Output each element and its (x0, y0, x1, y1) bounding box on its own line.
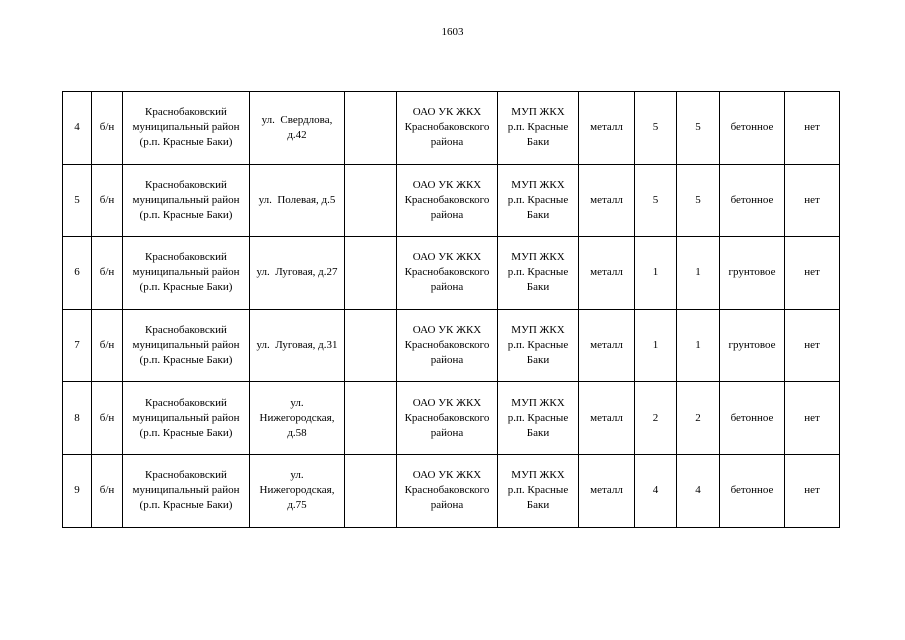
bn-cell: б/н (92, 237, 123, 310)
fence-cell: нет (785, 309, 840, 382)
empty-cell (345, 382, 397, 455)
service-organization-cell: МУП ЖКХ р.п. Красные Баки (498, 382, 579, 455)
material-cell: металл (579, 454, 635, 527)
surface-cell: бетонное (720, 454, 785, 527)
material-cell: металл (579, 237, 635, 310)
count-a-cell: 4 (635, 454, 677, 527)
surface-cell: бетонное (720, 92, 785, 165)
material-cell: металл (579, 164, 635, 237)
count-a-cell: 1 (635, 309, 677, 382)
empty-cell (345, 164, 397, 237)
count-b-cell: 1 (677, 237, 720, 310)
registry-table (62, 91, 840, 528)
row-number-cell: 9 (63, 454, 92, 527)
page-number: 1603 (441, 26, 464, 38)
material-cell: металл (579, 309, 635, 382)
bn-cell: б/н (92, 309, 123, 382)
count-a-cell: 5 (635, 92, 677, 165)
surface-cell: грунтовое (720, 237, 785, 310)
count-a-cell: 5 (635, 164, 677, 237)
service-organization-cell: МУП ЖКХ р.п. Красные Баки (498, 92, 579, 165)
fence-cell: нет (785, 454, 840, 527)
count-a-cell: 1 (635, 237, 677, 310)
count-b-cell: 4 (677, 454, 720, 527)
table-row (63, 454, 840, 527)
service-organization-cell: МУП ЖКХ р.п. Красные Баки (498, 454, 579, 527)
district-cell: Краснобаковский муниципальный район (р.п. Красные Баки) (123, 164, 250, 237)
row-number-cell: 6 (63, 237, 92, 310)
surface-cell: грунтовое (720, 309, 785, 382)
address-cell: ул. Нижегородская, д.58 (250, 382, 345, 455)
surface-cell: бетонное (720, 382, 785, 455)
service-organization-cell: МУП ЖКХ р.п. Красные Баки (498, 237, 579, 310)
address-cell: ул. Луговая, д.27 (250, 237, 345, 310)
bn-cell: б/н (92, 454, 123, 527)
empty-cell (345, 92, 397, 165)
row-number-cell: 8 (63, 382, 92, 455)
service-organization-cell: МУП ЖКХ р.п. Красные Баки (498, 164, 579, 237)
address-cell: ул. Свердлова, д.42 (250, 92, 345, 165)
bn-cell: б/н (92, 164, 123, 237)
district-cell: Краснобаковский муниципальный район (р.п. Красные Баки) (123, 454, 250, 527)
count-a-cell: 2 (635, 382, 677, 455)
table-row (63, 382, 840, 455)
address-cell: ул. Полевая, д.5 (250, 164, 345, 237)
district-cell: Краснобаковский муниципальный район (р.п. Красные Баки) (123, 309, 250, 382)
row-number-cell: 5 (63, 164, 92, 237)
table-row (63, 309, 840, 382)
surface-cell: бетонное (720, 164, 785, 237)
service-organization-cell: МУП ЖКХ р.п. Красные Баки (498, 309, 579, 382)
empty-cell (345, 309, 397, 382)
row-number-cell: 7 (63, 309, 92, 382)
management-company-cell: ОАО УК ЖКХ Краснобаковского района (397, 237, 498, 310)
district-cell: Краснобаковский муниципальный район (р.п. Красные Баки) (123, 237, 250, 310)
table-row (63, 164, 840, 237)
management-company-cell: ОАО УК ЖКХ Краснобаковского района (397, 309, 498, 382)
management-company-cell: ОАО УК ЖКХ Краснобаковского района (397, 454, 498, 527)
empty-cell (345, 454, 397, 527)
district-cell: Краснобаковский муниципальный район (р.п. Красные Баки) (123, 92, 250, 165)
bn-cell: б/н (92, 382, 123, 455)
count-b-cell: 1 (677, 309, 720, 382)
management-company-cell: ОАО УК ЖКХ Краснобаковского района (397, 164, 498, 237)
material-cell: металл (579, 92, 635, 165)
district-cell: Краснобаковский муниципальный район (р.п. Красные Баки) (123, 382, 250, 455)
row-number-cell: 4 (63, 92, 92, 165)
address-cell: ул. Нижегородская, д.75 (250, 454, 345, 527)
fence-cell: нет (785, 382, 840, 455)
empty-cell (345, 237, 397, 310)
address-cell: ул. Луговая, д.31 (250, 309, 345, 382)
material-cell: металл (579, 382, 635, 455)
table-row (63, 237, 840, 310)
table-row (63, 92, 840, 165)
count-b-cell: 5 (677, 164, 720, 237)
management-company-cell: ОАО УК ЖКХ Краснобаковского района (397, 382, 498, 455)
fence-cell: нет (785, 164, 840, 237)
count-b-cell: 2 (677, 382, 720, 455)
bn-cell: б/н (92, 92, 123, 165)
fence-cell: нет (785, 92, 840, 165)
count-b-cell: 5 (677, 92, 720, 165)
fence-cell: нет (785, 237, 840, 310)
management-company-cell: ОАО УК ЖКХ Краснобаковского района (397, 92, 498, 165)
